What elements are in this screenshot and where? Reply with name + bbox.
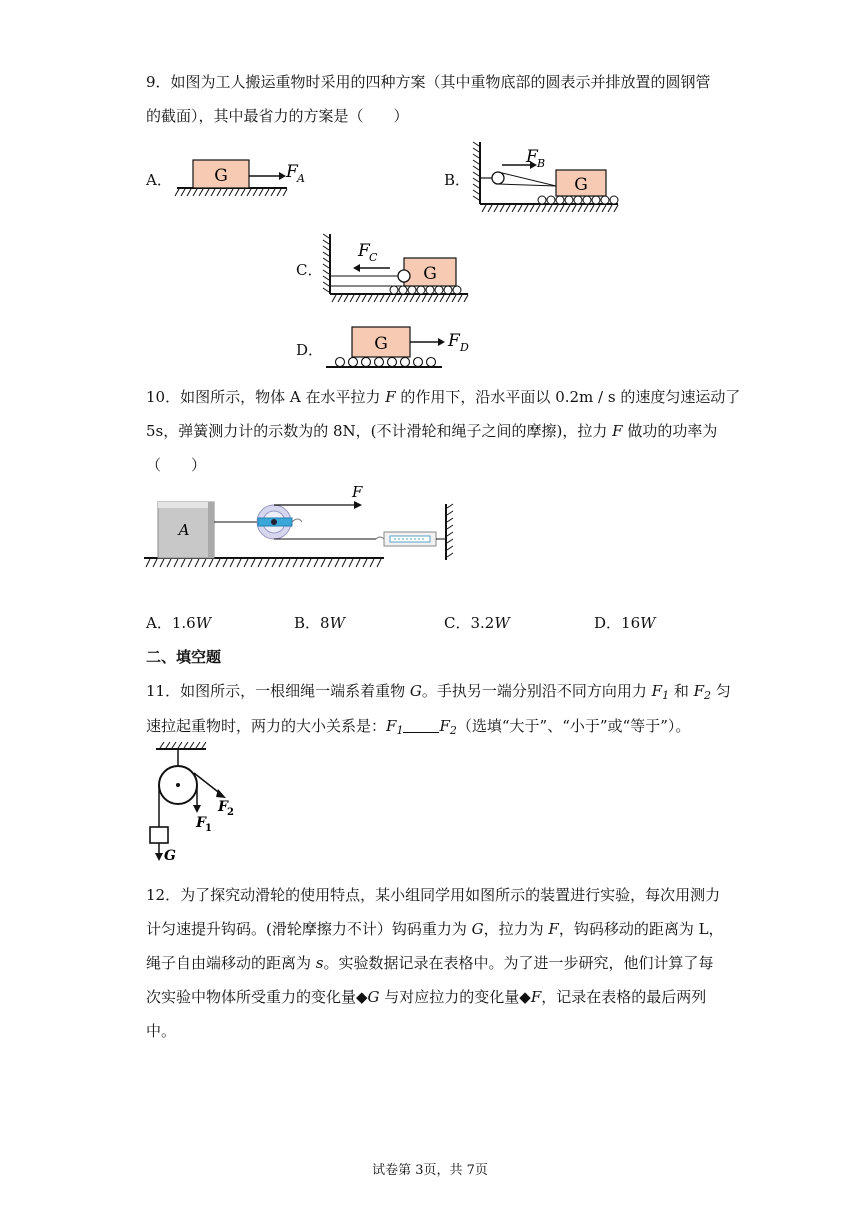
- q10-block-label: A: [178, 521, 190, 539]
- q9-a-force-sub: A: [297, 172, 305, 185]
- q9-line1: 9．如图为工人搬运重物时采用的四种方案（其中重物底部的圆表示并排放置的圆钢管: [146, 73, 711, 91]
- q12-line2: 计匀速提升钩码。(滑轮摩擦力不计）钩码重力为 G，拉力为 F，钩码移动的距离为 L，: [146, 920, 724, 938]
- q10-line1: 10．如图所示，物体 A 在水平拉力 F 的作用下，沿水平面以 0.2m / s 的速度匀速运动了: [146, 388, 741, 406]
- q11-g-label: G: [164, 848, 176, 864]
- q11-f2-sub: 2: [227, 807, 234, 818]
- q9-b-box-label: G: [574, 175, 588, 195]
- section-title-fill-in: 二、填空题: [146, 648, 222, 666]
- q11-f1-label: F: [196, 815, 206, 831]
- q10-choice-c: C．3.2W: [444, 614, 510, 632]
- q10-line3: （ ）: [146, 456, 207, 474]
- q10-choice-d: D．16W: [594, 614, 656, 632]
- q9-figure-d: [326, 323, 486, 371]
- q9-b-force-sub: B: [537, 157, 546, 170]
- q9-c-force-sub: C: [369, 251, 378, 264]
- q9-d-force: F: [448, 331, 460, 351]
- q9-a-force: F: [286, 162, 298, 182]
- q9-figure-a: [175, 158, 315, 203]
- q9-option-c-label: C．: [296, 261, 323, 279]
- q9-d-box-label: G: [374, 334, 388, 354]
- q9-option-a-label: A．: [146, 171, 172, 189]
- q9-b-force: F: [526, 147, 538, 167]
- q12-line5: 中。: [146, 1022, 177, 1040]
- q12-line3: 绳子自由端移动的距离为 s。实验数据记录在表格中。为了进一步研究，他们计算了每: [146, 954, 714, 972]
- q12-line1: 12．为了探究动滑轮的使用特点，某小组同学用如图所示的装置进行实验，每次用测力: [146, 886, 721, 904]
- q9-option-d-label: D．: [296, 341, 324, 359]
- q11-line2: 速拉起重物时，两力的大小关系是：$F_1$ $F_2$（选填“大于”、“小于”或“等于”）。: [146, 717, 691, 737]
- q10-choice-b: B．8W: [294, 614, 345, 632]
- q9-figure-c: [318, 232, 478, 307]
- q9-c-box-label: G: [423, 264, 437, 284]
- page-footer: 试卷第 3页，共 7页: [372, 1163, 488, 1178]
- q9-c-force: F: [358, 241, 370, 261]
- q10-force-label: F: [352, 483, 363, 501]
- q12-line4: 次实验中物体所受重力的变化量◆G 与对应拉力的变化量◆F，记录在表格的最后两列: [146, 988, 707, 1006]
- q10-figure: [144, 478, 469, 573]
- q9-figure-b: [472, 140, 632, 215]
- q10-choice-a: A．1.6W: [146, 614, 212, 632]
- q11-line1: 11．如图所示，一根细绳一端系着重物 G。手执另一端分别沿不同方向用力 $F_1$ 和 $F_2$ 匀: [146, 682, 731, 702]
- q11-f2-label: F: [218, 799, 228, 815]
- q9-line2: 的截面），其中最省力的方案是（ ）: [146, 107, 409, 125]
- q11-figure: [146, 745, 246, 865]
- q9-option-b-label: B．: [444, 171, 471, 189]
- q10-line2: 5s，弹簧测力计的示数为的 8N，(不计滑轮和绳子之间的摩擦)，拉力 F 做功的功率为: [146, 422, 718, 440]
- q11-answer-blank[interactable]: [403, 718, 439, 733]
- q9-a-box-label: G: [214, 166, 228, 186]
- q11-f1-sub: 1: [205, 823, 212, 834]
- q9-d-force-sub: D: [460, 341, 469, 354]
